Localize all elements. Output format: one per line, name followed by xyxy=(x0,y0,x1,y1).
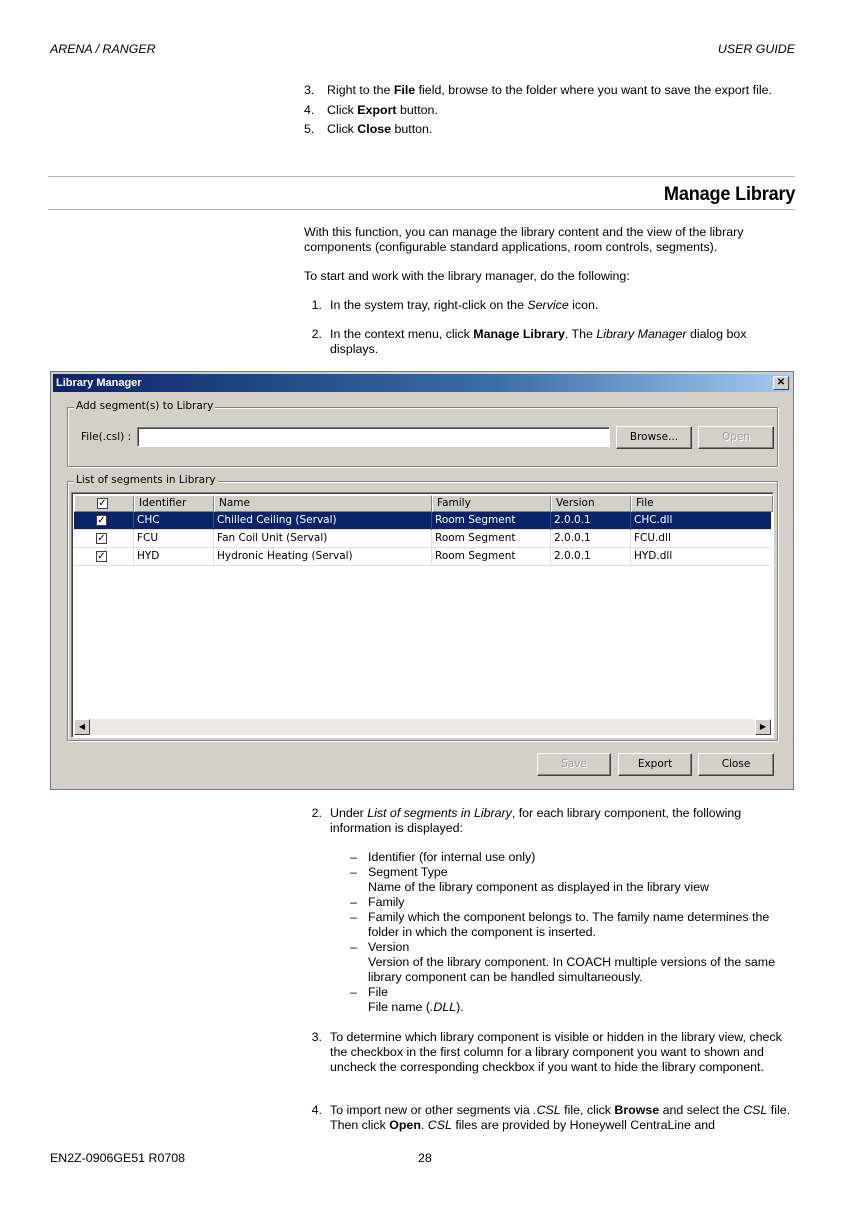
column-header-name[interactable]: Name xyxy=(214,495,432,512)
step-text: In the context menu, click xyxy=(330,327,474,341)
step-text: and select the xyxy=(659,1103,744,1117)
list-item xyxy=(350,865,800,895)
step-number: 5. xyxy=(304,122,315,136)
step-bold: Open xyxy=(389,1118,421,1132)
column-header-identifier[interactable]: Identifier xyxy=(134,495,214,512)
step-italic: Service xyxy=(527,298,569,312)
step-number: 3. xyxy=(311,1030,322,1044)
list-item-text: Version of the library component. In COACH multiple versions of the same library component can be handled simultaneously. xyxy=(368,955,776,984)
section-rule-top xyxy=(48,176,795,177)
cell-name: Fan Coil Unit (Serval) xyxy=(214,530,432,548)
row-checkbox[interactable]: ✓ xyxy=(97,551,106,562)
dialog-titlebar[interactable] xyxy=(53,374,791,392)
step-text: . The xyxy=(564,327,597,341)
column-header-version[interactable]: Version xyxy=(551,495,631,512)
step-text: , for each library component, the following information is displayed: xyxy=(330,806,742,835)
list-item xyxy=(350,940,800,985)
list-item xyxy=(304,122,794,137)
step-text: Click xyxy=(327,102,358,117)
step-text: Right to the xyxy=(327,83,394,97)
after-step-4 xyxy=(304,1103,794,1133)
list-item-text: File xyxy=(368,985,388,999)
dash: – xyxy=(350,910,357,924)
step-italic: CSL xyxy=(743,1103,768,1117)
header-checkbox[interactable]: ✓ xyxy=(98,498,107,509)
dash: – xyxy=(350,985,357,999)
section-rule-bottom xyxy=(48,209,795,210)
step-bold: Browse xyxy=(614,1103,660,1117)
footer-page-number: 28 xyxy=(418,1151,432,1165)
open-button[interactable]: Open xyxy=(698,426,774,449)
add-segment-group xyxy=(67,400,778,467)
cell-family: Room Segment xyxy=(432,548,551,566)
horizontal-scrollbar[interactable] xyxy=(74,719,771,735)
list-item-text: ). xyxy=(456,1000,464,1014)
step-text: . xyxy=(420,1118,428,1132)
list-item-text: Segment Type xyxy=(368,865,448,879)
step-italic: CSL xyxy=(427,1118,452,1132)
dash: – xyxy=(350,940,357,954)
list-item xyxy=(350,985,800,1015)
step-text: field, browse to the folder where you want to save the export file. xyxy=(415,83,772,97)
segment-list-group-label: List of segments in Library xyxy=(76,474,216,486)
step-text: In the system tray, right-click on the xyxy=(330,298,528,312)
cell-file: FCU.dll xyxy=(634,532,671,544)
step-text: button. xyxy=(391,122,433,136)
browse-button[interactable]: Browse... xyxy=(616,426,692,449)
header-doc-type: USER GUIDE xyxy=(717,42,795,56)
step-text: To determine which library component is visible or hidden in the library view, check the checkbox in the first column for a library component you want to shown and uncheck the corresponding checkbox if you want to hide the library component. xyxy=(330,1030,782,1074)
step-number: 3. xyxy=(304,83,315,97)
footer-doc-number: EN2Z-0906GE51 R0708 xyxy=(50,1151,186,1165)
after-step-2 xyxy=(304,806,794,836)
list-item xyxy=(304,103,794,118)
step-text: To import new or other segments via xyxy=(330,1103,534,1117)
list-item-text: File name ( xyxy=(368,1000,430,1014)
step-italic: .CSL xyxy=(533,1103,561,1117)
list-item-italic: .DLL xyxy=(429,1000,457,1014)
cell-family: Room Segment xyxy=(432,530,551,548)
cell-version: 2.0.0.1 xyxy=(551,512,631,530)
cell-identifier: HYD xyxy=(134,548,214,566)
section-title: Manage Library xyxy=(663,183,795,205)
close-icon[interactable]: ✕ xyxy=(773,376,789,390)
start-paragraph: To start and work with the library manager, do the following: xyxy=(304,269,630,283)
step-italic: List of segments in Library xyxy=(367,806,512,820)
list-item xyxy=(304,83,794,98)
list-item-text: Version xyxy=(368,940,410,954)
step-number: 1. xyxy=(311,298,322,312)
step-text: button. xyxy=(396,102,438,117)
list-item-text: Family xyxy=(368,895,405,909)
list-item-text: Name of the library component as displayed in the library view xyxy=(368,880,709,894)
cell-version: 2.0.0.1 xyxy=(551,548,631,566)
info-list xyxy=(350,850,800,1015)
step-1 xyxy=(304,298,794,313)
header-product: ARENA / RANGER xyxy=(50,42,156,56)
table-header xyxy=(74,495,771,512)
table-row[interactable] xyxy=(74,548,771,566)
column-header-file[interactable]: File xyxy=(631,495,773,512)
step-text: file, click xyxy=(560,1103,615,1117)
dash: – xyxy=(350,865,357,879)
close-button[interactable]: Close xyxy=(698,753,774,776)
after-step-3 xyxy=(304,1030,794,1075)
list-item xyxy=(350,910,800,940)
dash: – xyxy=(350,850,357,864)
list-item-text: Identifier (for internal use only) xyxy=(368,850,536,864)
list-item-text: Family which the component belongs to. The family name determines the folder in which the component is inserted. xyxy=(368,910,770,939)
step-text: files are provided by Honeywell CentraLine and xyxy=(451,1118,715,1132)
step-text: Click xyxy=(327,122,358,136)
file-input[interactable] xyxy=(137,427,610,447)
step-text: file. Then click xyxy=(330,1103,791,1132)
add-segment-group-label: Add segment(s) to Library xyxy=(76,400,214,412)
cell-name: Hydronic Heating (Serval) xyxy=(214,548,432,566)
step-2 xyxy=(304,327,794,357)
cell-file: CHC.dll xyxy=(634,514,673,526)
step-bold: Close xyxy=(357,122,392,136)
list-item xyxy=(350,895,800,910)
step-number: 4. xyxy=(311,1103,322,1117)
row-checkbox[interactable]: ✓ xyxy=(97,533,106,544)
step-bold: Export xyxy=(357,102,397,117)
column-header-family[interactable]: Family xyxy=(432,495,551,512)
row-checkbox[interactable]: ✓ xyxy=(97,515,106,526)
library-manager-dialog xyxy=(50,371,794,790)
cell-identifier: FCU xyxy=(134,530,214,548)
step-text: icon. xyxy=(568,298,599,312)
dialog-title: Library Manager xyxy=(56,377,142,389)
cell-file: HYD.dll xyxy=(634,550,673,562)
list-item xyxy=(350,850,800,865)
cell-family: Room Segment xyxy=(432,512,551,530)
top-steps xyxy=(304,83,794,142)
step-number: 2. xyxy=(311,327,322,341)
step-text: dialog box displays. xyxy=(330,327,747,356)
cell-identifier: CHC xyxy=(134,512,214,530)
cell-version: 2.0.0.1 xyxy=(551,530,631,548)
table-row[interactable] xyxy=(74,530,771,548)
save-button[interactable]: Save xyxy=(537,753,611,776)
step-number: 2. xyxy=(311,806,322,820)
column-header-visible[interactable] xyxy=(74,495,134,512)
step-bold: File xyxy=(393,83,416,97)
file-label: File(.csl) : xyxy=(81,431,132,443)
cell-name: Chilled Ceiling (Serval) xyxy=(214,512,432,530)
dash: – xyxy=(350,895,357,909)
segments-table[interactable] xyxy=(71,492,774,738)
scroll-right-icon[interactable]: ▶ xyxy=(755,719,771,735)
step-text: Under xyxy=(330,806,368,820)
table-row[interactable] xyxy=(74,512,771,530)
step-bold: Manage Library xyxy=(473,327,565,341)
step-italic: Library Manager xyxy=(596,327,687,341)
scroll-left-icon[interactable]: ◀ xyxy=(74,719,90,735)
export-button[interactable]: Export xyxy=(618,753,692,776)
intro-paragraph: With this function, you can manage the library content and the view of the library components (configurable standard applications, room controls, segments). xyxy=(304,225,744,254)
segment-list-group xyxy=(67,474,778,741)
step-number: 4. xyxy=(304,102,315,117)
